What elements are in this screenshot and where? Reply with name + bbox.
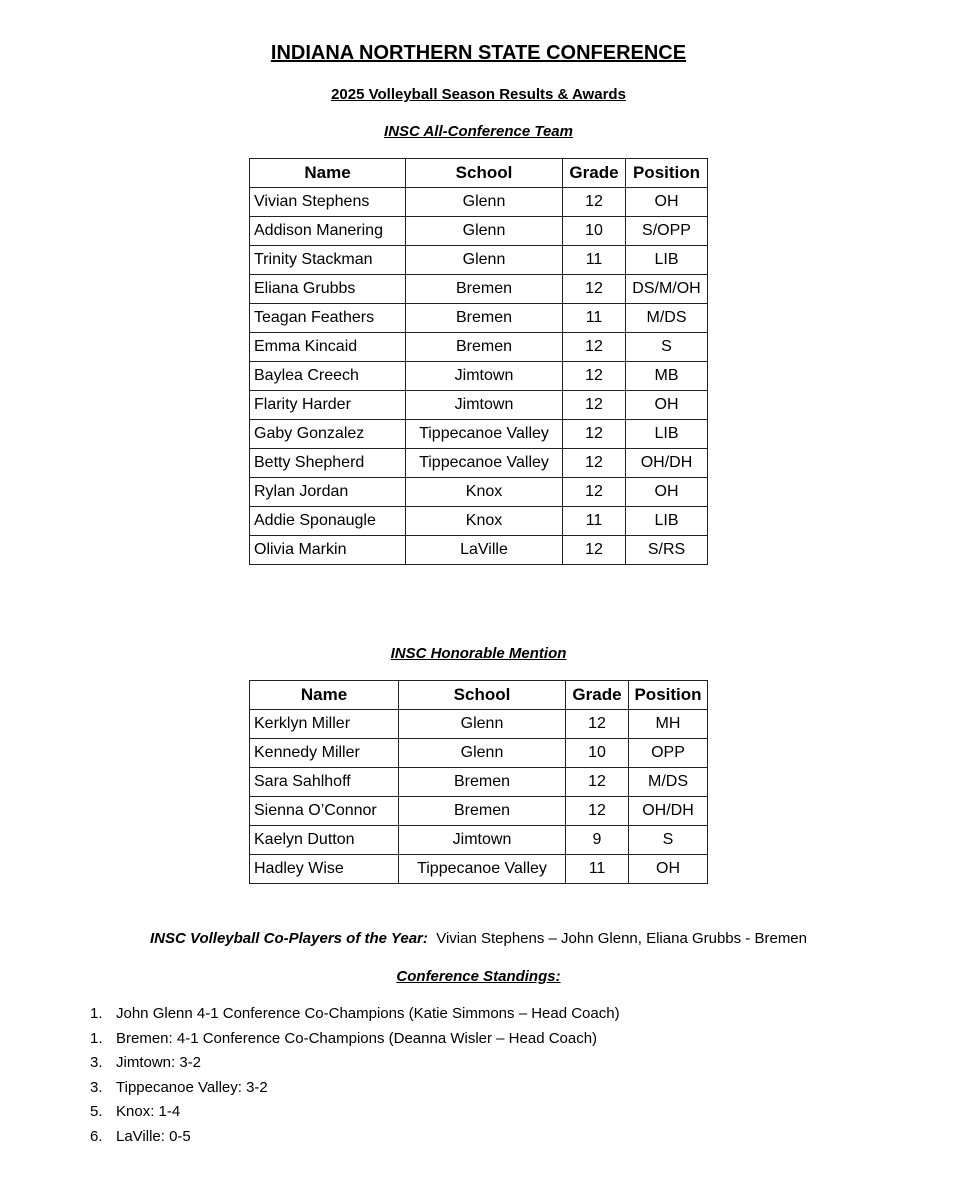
players-of-year-label: INSC Volleyball Co-Players of the Year:	[150, 930, 428, 947]
standings-list	[90, 1002, 620, 1149]
standings-text: Knox: 1-4	[116, 1103, 181, 1120]
player-name-cell: Kaelyn Dutton	[250, 826, 399, 855]
table-row	[250, 710, 708, 739]
player-position-cell: S	[629, 826, 708, 855]
player-position-cell: OH/DH	[626, 449, 708, 478]
player-name-cell: Addie Sponaugle	[250, 507, 406, 536]
player-grade-cell: 12	[563, 362, 626, 391]
standings-rank: 1.	[90, 1029, 103, 1047]
table-row	[250, 739, 708, 768]
player-grade-cell: 12	[563, 391, 626, 420]
standings-text: John Glenn 4-1 Conference Co-Champions (Katie Simmons – Head Coach)	[116, 1005, 620, 1022]
player-name-cell: Rylan Jordan	[250, 478, 406, 507]
column-header-name: Name	[250, 159, 406, 188]
player-position-cell: OH/DH	[629, 797, 708, 826]
player-grade-cell: 12	[566, 768, 629, 797]
table-row	[250, 855, 708, 884]
player-grade-cell: 10	[563, 217, 626, 246]
player-school-cell: Glenn	[399, 710, 566, 739]
table-header-row	[250, 681, 708, 710]
player-school-cell: Jimtown	[399, 826, 566, 855]
player-school-cell: Jimtown	[406, 391, 563, 420]
player-name-cell: Kerklyn Miller	[250, 710, 399, 739]
document-subtitle: 2025 Volleyball Season Results & Awards	[331, 86, 626, 103]
table-row	[250, 217, 708, 246]
standings-text: LaVille: 0-5	[116, 1127, 191, 1145]
all-conference-heading: INSC All-Conference Team	[384, 123, 573, 140]
column-header-grade: Grade	[566, 681, 629, 710]
table-row	[250, 275, 708, 304]
standings-text: Bremen: 4-1 Conference Co-Champions (Deanna Wisler – Head Coach)	[116, 1029, 598, 1047]
player-position-cell: OH	[626, 478, 708, 507]
player-name-cell: Kennedy Miller	[250, 739, 399, 768]
player-name-cell: Hadley Wise	[250, 855, 399, 884]
all-conference-table	[249, 158, 708, 565]
table-row	[250, 768, 708, 797]
standings-item	[90, 1027, 620, 1052]
player-school-cell: Tippecanoe Valley	[406, 449, 563, 478]
player-grade-cell: 12	[563, 420, 626, 449]
standings-item	[90, 1002, 620, 1027]
player-name-cell: Sara Sahlhoff	[250, 768, 399, 797]
player-school-cell: Glenn	[406, 188, 563, 217]
table-row	[250, 304, 708, 333]
player-position-cell: S	[626, 333, 708, 362]
player-school-cell: Bremen	[406, 275, 563, 304]
table-row	[250, 507, 708, 536]
player-position-cell: LIB	[626, 507, 708, 536]
table-header-row	[250, 159, 708, 188]
player-grade-cell: 12	[563, 188, 626, 217]
column-header-position: Position	[629, 681, 708, 710]
player-position-cell: MB	[626, 362, 708, 391]
table-row	[250, 449, 708, 478]
table-row	[250, 536, 708, 565]
table-row	[250, 362, 708, 391]
player-grade-cell: 10	[566, 739, 629, 768]
player-position-cell: LIB	[626, 420, 708, 449]
table-row	[250, 478, 708, 507]
standings-rank: 3.	[90, 1078, 103, 1096]
player-position-cell: S/OPP	[626, 217, 708, 246]
player-name-cell: Betty Shepherd	[250, 449, 406, 478]
player-position-cell: DS/M/OH	[626, 275, 708, 304]
player-school-cell: Glenn	[406, 217, 563, 246]
player-name-cell: Trinity Stackman	[250, 246, 406, 275]
player-school-cell: Bremen	[399, 797, 566, 826]
column-header-position: Position	[626, 159, 708, 188]
player-position-cell: OH	[626, 391, 708, 420]
honorable-mention-heading: INSC Honorable Mention	[390, 645, 567, 662]
player-name-cell: Flarity Harder	[250, 391, 406, 420]
standings-rank: 5.	[90, 1103, 103, 1120]
player-name-cell: Vivian Stephens	[250, 188, 406, 217]
player-position-cell: OH	[626, 188, 708, 217]
player-position-cell: M/DS	[626, 304, 708, 333]
player-school-cell: Glenn	[399, 739, 566, 768]
player-school-cell: Knox	[406, 507, 563, 536]
player-name-cell: Teagan Feathers	[250, 304, 406, 333]
column-header-school: School	[399, 681, 566, 710]
standings-rank: 1.	[90, 1005, 103, 1022]
player-name-cell: Eliana Grubbs	[250, 275, 406, 304]
standings-rank: 3.	[90, 1054, 103, 1071]
players-of-year	[0, 930, 957, 947]
player-position-cell: S/RS	[626, 536, 708, 565]
column-header-name: Name	[250, 681, 399, 710]
player-position-cell: OPP	[629, 739, 708, 768]
table-row	[250, 391, 708, 420]
standings-item	[90, 1100, 620, 1125]
standings-rank: 6.	[90, 1127, 103, 1145]
player-position-cell: M/DS	[629, 768, 708, 797]
player-name-cell: Gaby Gonzalez	[250, 420, 406, 449]
player-position-cell: OH	[629, 855, 708, 884]
player-grade-cell: 12	[563, 333, 626, 362]
player-school-cell: Tippecanoe Valley	[399, 855, 566, 884]
player-school-cell: Knox	[406, 478, 563, 507]
player-position-cell: LIB	[626, 246, 708, 275]
player-name-cell: Olivia Markin	[250, 536, 406, 565]
player-name-cell: Addison Manering	[250, 217, 406, 246]
player-school-cell: Bremen	[406, 304, 563, 333]
standings-heading: Conference Standings:	[396, 968, 561, 985]
standings-text: Jimtown: 3-2	[116, 1054, 202, 1071]
player-grade-cell: 11	[563, 304, 626, 333]
player-name-cell: Baylea Creech	[250, 362, 406, 391]
table-row	[250, 420, 708, 449]
players-of-year-value: Vivian Stephens – John Glenn, Eliana Grubbs - Bremen	[436, 930, 807, 947]
player-grade-cell: 12	[563, 275, 626, 304]
player-grade-cell: 11	[563, 246, 626, 275]
document-title: INDIANA NORTHERN STATE CONFERENCE	[270, 42, 687, 64]
player-school-cell: Bremen	[406, 333, 563, 362]
standings-text: Tippecanoe Valley: 3-2	[116, 1078, 268, 1096]
table-row	[250, 797, 708, 826]
player-school-cell: LaVille	[406, 536, 563, 565]
table-row	[250, 246, 708, 275]
standings-item	[90, 1051, 620, 1076]
player-school-cell: Glenn	[406, 246, 563, 275]
column-header-school: School	[406, 159, 563, 188]
player-school-cell: Bremen	[399, 768, 566, 797]
player-grade-cell: 12	[563, 478, 626, 507]
player-grade-cell: 12	[563, 449, 626, 478]
standings-item	[90, 1076, 620, 1101]
player-school-cell: Jimtown	[406, 362, 563, 391]
player-grade-cell: 12	[566, 797, 629, 826]
player-name-cell: Sienna O’Connor	[250, 797, 399, 826]
standings-item	[90, 1125, 620, 1150]
player-name-cell: Emma Kincaid	[250, 333, 406, 362]
table-row	[250, 826, 708, 855]
table-row	[250, 333, 708, 362]
honorable-mention-table	[249, 680, 708, 884]
table-row	[250, 188, 708, 217]
player-grade-cell: 9	[566, 826, 629, 855]
player-position-cell: MH	[629, 710, 708, 739]
player-grade-cell: 11	[563, 507, 626, 536]
player-grade-cell: 11	[566, 855, 629, 884]
player-grade-cell: 12	[566, 710, 629, 739]
column-header-grade: Grade	[563, 159, 626, 188]
player-school-cell: Tippecanoe Valley	[406, 420, 563, 449]
player-grade-cell: 12	[563, 536, 626, 565]
